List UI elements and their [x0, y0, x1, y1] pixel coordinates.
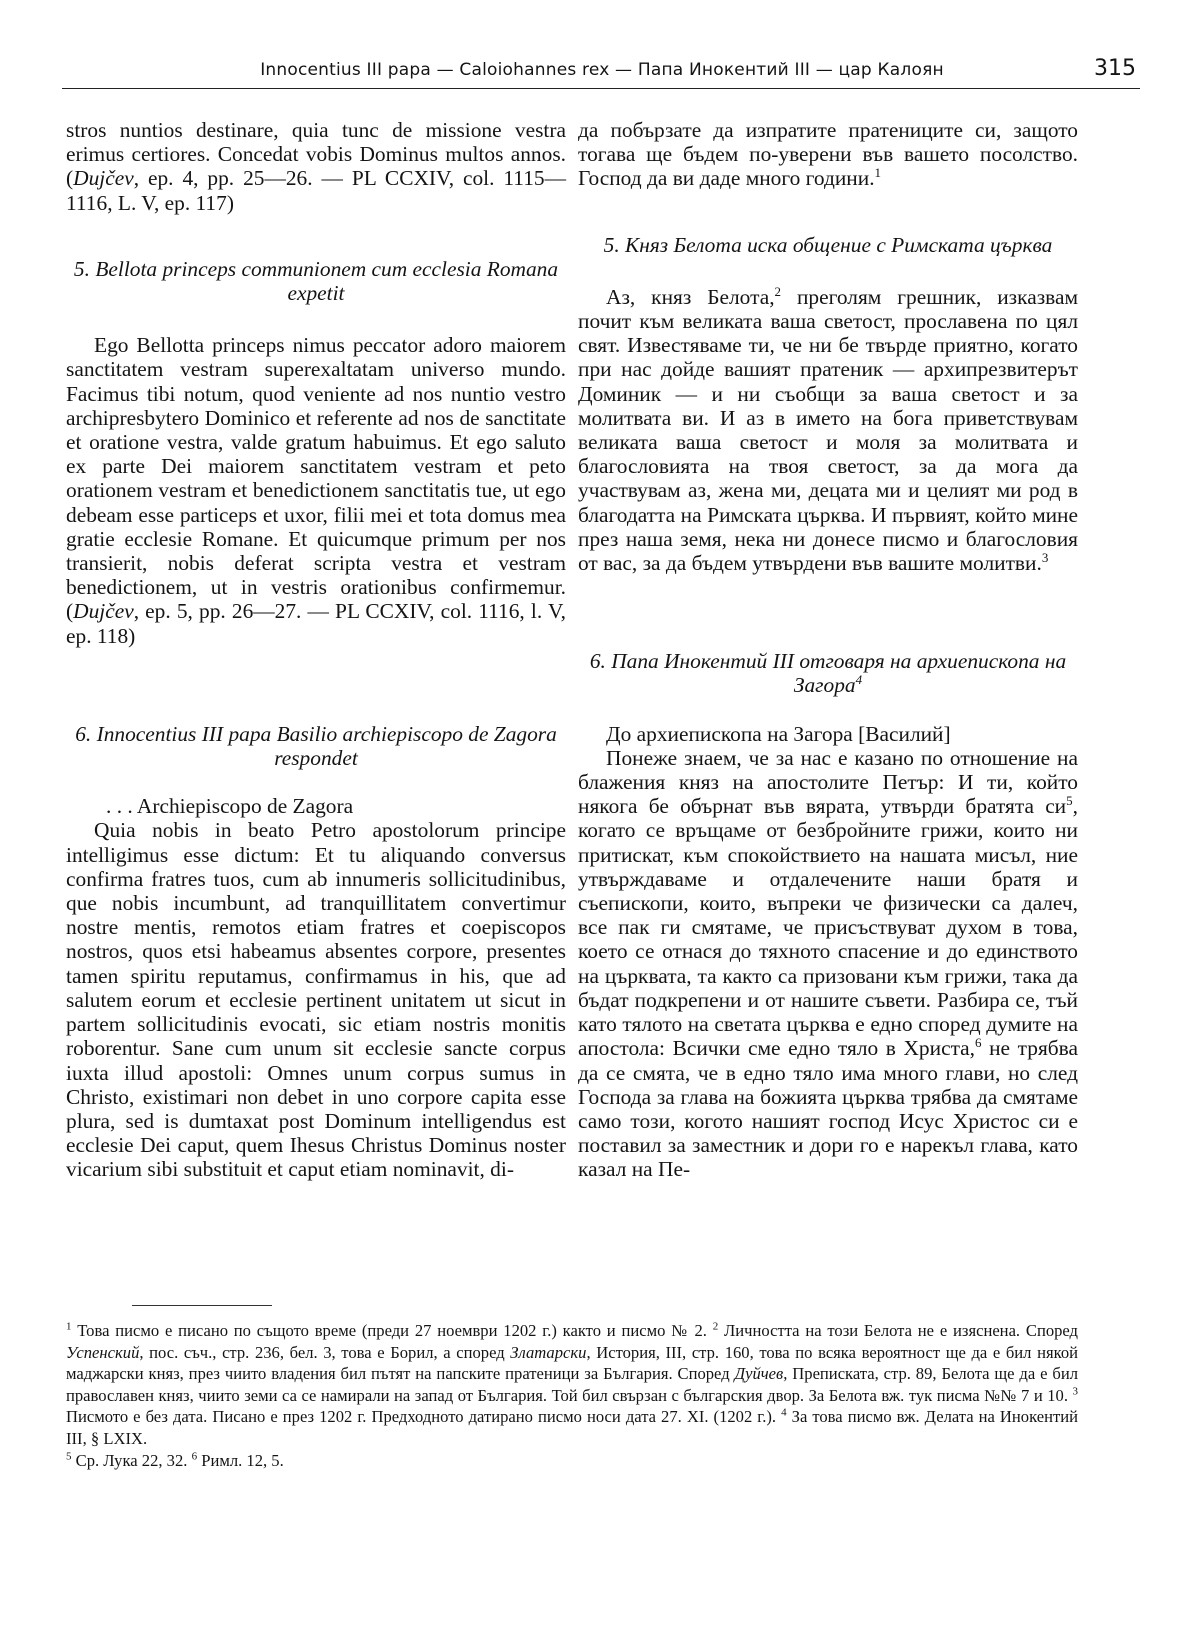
footnote-2-author-uspensky: Успенский: [66, 1342, 140, 1362]
footnote-5-number: 5: [66, 1450, 72, 1463]
footnote-divider: [132, 1305, 272, 1306]
footnote-3-text: Писмото е без дата. Писано е през 1202 г. Предходното датирано писмо носи дата 27. XI. (1202 г.).: [66, 1407, 782, 1427]
footnote-ref-2[interactable]: 2: [774, 283, 782, 299]
bulgarian-section6-addressee: До архиепископа на Загора [Василий]: [606, 721, 951, 746]
footnote-1-number: 1: [66, 1320, 72, 1333]
footnote-2-text-b: , пос. съч., стр. 236, бел. 3, това е Борил, а според: [139, 1342, 511, 1362]
latin-section5-heading: 5. Bellota princeps communionem cum ecclesia Romana expetit: [73, 256, 559, 306]
bulgarian-section6-paragraph: [578, 746, 1078, 1182]
latin-section5-paragraph: Ego Bellotta princeps nimus peccator adoro maiorem sanctitatem vestram superexaltatam universo mundo. Facimus tibi notum, quod veniente ad nos nuntio vestro archipresbytero Dominico et referente ad nos de sanctitate et oratione vestra, valde gratum habuimus. Et ego saluto ex parte Dei maiorem sanctitatem vestram et peto orationem vestram et benedictionem sanctitatis tue, ut ego debeam esse particeps et uxor, filii mei et tota domus mea gratie ecclesie Romane. Et quicumque primum per nos transierit, nobis deferat scripta vestra et vestram benedictionem, ut in vestris orationibus confirmemur. (Dujčev, ep. 5, pp. 26—27. — PL CCXIV, col. 1116, l. V, ep. 118): [66, 333, 566, 648]
latin-section5-text: Ego Bellotta princeps nimus peccator adoro maiorem sanctitatem vestram superexaltatam universo mundo. Facimus tibi notum, quod veniente ad nos nuntio vestro archipresbytero Dominico et referente ad nos de sanctitate et oratione vestra, valde gratum habuimus. Et ego saluto ex parte Dei maiorem sanctitatem vestram et peto orationem vestram et benedictionem sanctitatis tue, ut ego debeam esse particeps et uxor, filii mei et tota domus mea gratie ecclesie Romane. Et quicumque primum per nos transierit, nobis deferat scripta vestra et vestram benedictionem, ut in vestris orationibus confirmemur.: [66, 333, 566, 600]
bulgarian-intro-text: да побързате да изпратите пратениците си, защото тогава ще бъдем по-уверени във вашето посолство. Господ да ви даде много години.: [578, 118, 1078, 191]
latin-section6-heading: 6. Innocentius III papa Basilio archiepiscopo de Zagora respondet: [75, 721, 557, 771]
latin-section6-text: Quia nobis in beato Petro apostolorum principe intelligimus esse dictum: Et tu aliquando conversus confirma fratres tuos, cum ab innumeris sollicitudinibus, que nobis incumbunt, ad tranquillitatem convertimur nostre mentis, remotos etiam fratres et coepiscopos nostros, quos etsi habeamus absentes corpore, presentes tamen spiritu reputamus, confirmamus in his, que ad salutem eorum et ecclesie pertinent unitatem ut sicut in partem sollicitudinis evocati, sic etiam nostris monitis roborentur. Sane cum unum sit ecclesie sancte corpus iuxta illud apostoli: Omnes unum corpus sumus in Christo, existimari non debet in uno corpore capita esse plura, sed is dumtaxat post Dominum intelligendus est ecclesie Dei caput, quem Ihesus Christus Dominus noster vicarium sibi substituit et caput etiam nominavit, di-: [66, 818, 566, 1182]
bulgarian-section6-heading: [578, 649, 1078, 697]
bulgarian-intro-paragraph: [578, 118, 1078, 191]
latin-intro-cite: , ep. 4, pp. 25—26. — PL CCXIV, col. 1115—1116, L. V, ep. 117): [66, 166, 566, 215]
footnote-ref-6[interactable]: 6: [975, 1035, 982, 1051]
bulgarian-section6-text-c: не трябва да се смята, че в едно тяло има много глави, но след Господа за глава на божията църква трябва да смятаме само този, когото нашият господ Исус Христос си е поставил за заместник и дори го е нарекъл глава, като казал на Пе-: [578, 1036, 1078, 1182]
bulgarian-column: [578, 118, 1078, 1182]
footnote-ref-1[interactable]: 1: [874, 165, 882, 181]
bulgarian-section5-heading: 5. Княз Белота иска общение с Римската църква: [603, 232, 1053, 257]
footnote-ref-4[interactable]: 4: [855, 672, 863, 688]
footnote-1-text: Това писмо е писано по същото време (преди 27 ноември 1202 г.) както и писмо № 2.: [71, 1321, 713, 1340]
footnote-4-number: 4: [781, 1406, 787, 1419]
footnote-4-text: За това писмо вж. Делата на Инокентий III, § LXIX.: [66, 1407, 1078, 1448]
footnote-2-author-zlatarski: Златарски: [510, 1342, 587, 1362]
footnote-2-text-d: , Преписката, стр. 89, Белота ще да е бил православен княз, чиито земи са се намирали на запад от България. Той бил свързан с българския двор. За Белота вж. тук писма №№ 7 и 10.: [66, 1364, 1078, 1405]
latin-intro-cite-author: Dujčev: [73, 166, 134, 191]
bulgarian-section5-paragraph: [578, 285, 1078, 575]
latin-section6-addressee: . . . Archiepiscopo de Zagora: [106, 794, 354, 819]
footnotes: [66, 1320, 1078, 1471]
bulgarian-section5-text-a: Аз, княз Белота,: [606, 284, 775, 309]
latin-intro-text: stros nuntios destinare, quia tunc de missione vestra erimus certiores. Concedat vobis Dominus multos annos.: [66, 118, 566, 167]
footnote-6-number: 6: [191, 1450, 198, 1463]
footnote-3-number: 3: [1072, 1385, 1078, 1398]
bulgarian-section6-text-b: , когато се връщаме от безбройните грижи, които ни притискат, към спокойствието на нашата мисъл, ние утвърждаваме и отдалечените наши братя и съепископи, които, въпреки че физически са далеч, все пак ги смятаме, че присъствуват духом в това, което се отнася до тяхното спасение и до единството на църквата, та както са призовани към грижи, така да бъдат подкрепени и от нашите съвети. Разбира се, тъй като тялото на светата църква е едно според думите на апостола: Всички сме едно тяло в Христа,: [578, 794, 1078, 1061]
running-head: Innocentius III papa — Caloiohannes rex — Папа Инокентий III — цар Калоян: [260, 60, 944, 80]
footnote-block-last: [66, 1450, 1078, 1472]
bulgarian-section5-text-b: преголям грешник, изказвам почит към великата ваша светост, прославена по цял свят. Известяваме ти, че ни бе твърде приятно, когато при нас дойде вашият пратеник — архипрезвитерът Доминик — и ни съобщи за ваша светост и за молитвата ви. И аз в името на бога приветствувам великата ваша светост и моля за молитвата и благословията на твоя светост, за да мога да участвувам аз, жена ми, децата ми и целият ми род в благодатта на Римската църква. И първият, който мине през наша земя, нека ни донесе писмо и благословия от вас, за да бъдем утвърдени във вашите молитви.: [578, 284, 1078, 576]
footnote-6-text: Римл. 12, 5.: [197, 1450, 284, 1470]
footnote-2-text-c: , История, III, стр. 160, това по всяка вероятност ще да е бил някой маджарски княз, през чиито владения бил пътят на папските пратеници за България. Според: [66, 1342, 1078, 1384]
latin-section5-cite: , ep. 5, pp. 26—27. — PL CCXIV, col. 1116, l. V, ep. 118): [66, 599, 566, 648]
footnote-2-text-a: Личността на този Белота не е изяснена. Според: [718, 1321, 1079, 1340]
bulgarian-section6-text-a: Понеже знаем, че за нас е казано по отношение на блажения княз на апостолите Петър: И ти, който някога бе обърнат във вярата, утвърди братята си: [578, 745, 1078, 819]
page-number: 315: [1094, 56, 1136, 81]
footnote-ref-5[interactable]: 5: [1066, 793, 1073, 809]
latin-column: [66, 118, 566, 1182]
latin-section5-cite-author: Dujčev: [73, 599, 134, 624]
latin-intro-paragraph: stros nuntios destinare, quia tunc de missione vestra erimus certiores. Concedat vobis Dominus multos annos. (Dujčev, ep. 4, pp. 25—26. — PL CCXIV, col. 1115—1116, L. V, ep. 117): [66, 118, 566, 215]
footnote-block: [66, 1320, 1078, 1450]
footnote-5-text: Ср. Лука 22, 32.: [71, 1450, 192, 1470]
footnote-ref-3[interactable]: 3: [1041, 549, 1049, 565]
footnote-2-author-duychev: Дуйчев: [734, 1364, 784, 1384]
page-header: [62, 58, 1140, 89]
footnote-2-number: 2: [712, 1320, 719, 1333]
bulgarian-section6-heading-text: 6. Папа Инокентий III отговаря на архиепископа на Загора: [589, 649, 1067, 698]
